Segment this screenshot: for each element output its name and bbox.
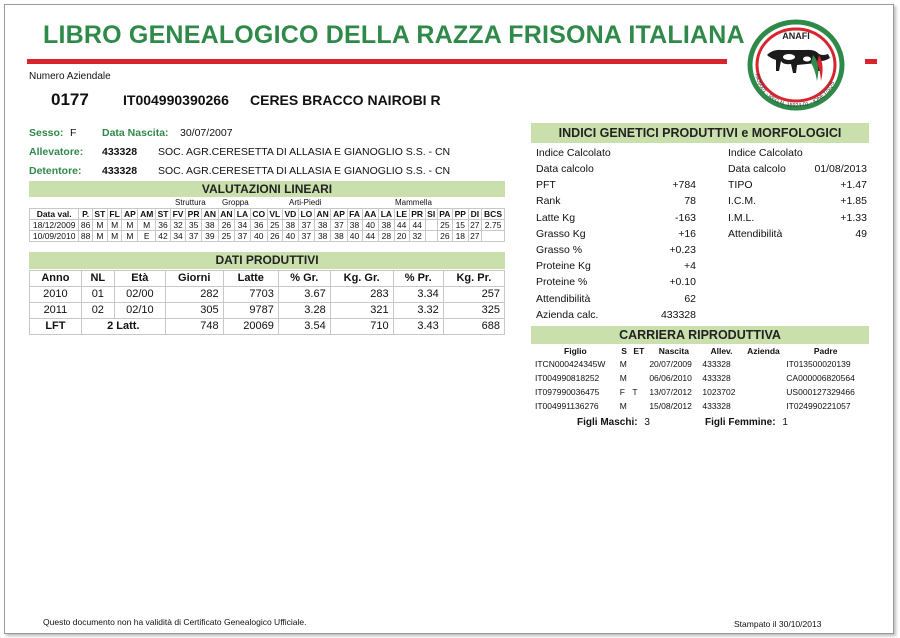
valutazioni-cell: 37 [235,231,251,242]
indice-label: TIPO [728,179,753,192]
document-page [4,4,894,634]
sesso-label: Sesso: [29,127,64,139]
valutazioni-header-cell: VD [282,209,298,220]
dati-row [30,287,505,303]
valutazioni-cell: 86 [79,220,93,231]
valutazioni-cell: M [92,231,107,242]
valutazioni-cell: 27 [468,231,482,242]
valutazioni-header-cell: CO [250,209,267,220]
dati-cell: 283 [330,287,393,303]
valutazioni-header-cell: ST [156,209,171,220]
footer-printed-date: Stampato il 30/10/2013 [734,619,822,629]
valutazioni-cell: 44 [409,220,425,231]
logo-ring-text: ISO9001 - REG.N. 15924-01 - IQNET/SQS [753,73,837,110]
valutazioni-cell: M [138,220,156,231]
header-red-rule-end [865,59,877,64]
carriera-cell: IT024990221057 [786,401,851,411]
valutazioni-cell: 37 [186,231,202,242]
carriera-cell [743,357,785,371]
indice-row-right [728,210,867,226]
animal-name: CERES BRACCO NAIROBI R [250,92,441,108]
dati-cell: 257 [443,287,504,303]
dati-cell: 02/10 [114,303,165,319]
valutazioni-cell: M [107,220,122,231]
group-arti-piedi: Arti-Piedi [289,198,322,207]
detentore-name: SOC. AGR.CERESETTA DI ALLASIA E GIANOGLIO S.S. - CN [158,165,451,177]
valutazioni-cell: 88 [79,231,93,242]
valutazioni-cell: 38 [331,231,347,242]
carriera-cell: IT013500020139 [786,359,851,369]
carriera-title: CARRIERA RIPRODUTTIVA [531,326,869,344]
valutazioni-header-cell: LO [298,209,314,220]
carriera-cell: IT004990818252 [535,373,600,383]
valutazioni-cell: 40 [347,231,362,242]
indice-row-right [728,226,867,242]
indice-row-left [536,307,696,323]
figli-maschi-label: Figli Maschi: [577,417,638,428]
dati-lft-row [30,319,505,335]
dati-cell: 305 [165,303,223,319]
valutazioni-header-cell: Data val. [30,209,79,220]
figli-maschi-value: 3 [644,417,650,428]
valutazioni-header-cell: FA [347,209,362,220]
figli-femmine [705,417,788,428]
carriera-cell: 20/07/2009 [649,359,692,369]
indice-value: +1.33 [840,211,867,224]
lft-cell: 3.43 [393,319,443,335]
indice-label: Grasso Kg [536,227,586,240]
valutazioni-cell: 32 [409,231,425,242]
valutazioni-header-cell: DI [468,209,482,220]
indice-row-right [728,161,867,177]
lft-cell: 20069 [223,319,278,335]
valutazioni-header-cell: PR [409,209,425,220]
allevatore-code: 433328 [102,146,138,158]
indice-label: I.M.L. [728,211,755,224]
indice-row-right [728,193,867,209]
indice-value: +1.85 [840,195,867,208]
indice-label: Data calcolo [536,163,594,175]
footer-note: Questo documento non ha validità di Certificato Genealogico Ufficiale. [43,617,307,627]
dati-header-cell: % Pr. [393,271,443,287]
valutazioni-cell: 34 [235,220,251,231]
dati-cell: 3.32 [393,303,443,319]
valutazioni-cell: 18/12/2009 [30,220,79,231]
indice-label: Latte Kg [536,211,576,224]
dati-cell: 321 [330,303,393,319]
numero-aziendale: 0177 [51,90,89,109]
indice-label: PFT [536,179,556,192]
dati-header-cell: NL [81,271,114,287]
anafi-logo [737,15,855,111]
document-title: LIBRO GENEALOGICO DELLA RAZZA FRISONA ITALIANA [43,21,745,49]
carriera-cell: M [619,373,627,383]
valutazioni-cell: 38 [282,220,298,231]
carriera-cell: IT097990036475 [535,387,600,397]
valutazioni-cell: 26 [267,231,282,242]
valutazioni-header-cell: AN [314,209,331,220]
indice-row-right [728,177,867,193]
figli-maschi [577,417,650,428]
valutazioni-header-cell: PA [437,209,452,220]
dati-cell: 02/00 [114,287,165,303]
carriera-cell [743,385,785,399]
carriera-cell: M [619,401,627,411]
carriera-row [533,399,867,413]
valutazioni-cell: 40 [250,231,267,242]
carriera-header-cell: Figlio [564,346,587,356]
valutazioni-cell: 2.75 [482,220,505,231]
dati-header-cell: Kg. Gr. [330,271,393,287]
carriera-cell: 13/07/2012 [649,387,692,397]
indice-label: Proteine Kg [536,260,591,273]
indice-row-left [536,226,696,242]
detentore-label: Detentore: [29,165,82,177]
valutazioni-cell: 28 [379,231,395,242]
dati-header-cell: Giorni [165,271,223,287]
dati-row [30,303,505,319]
valutazioni-header-cell: AA [362,209,379,220]
dati-header-cell: Età [114,271,165,287]
carriera-header-cell: ET [633,346,645,356]
indice-row-left [536,210,696,226]
carriera-cell [630,371,647,385]
carriera-row [533,371,867,385]
dati-cell: 9787 [223,303,278,319]
valutazioni-header-cell: P. [79,209,93,220]
indice-value: 433328 [660,308,696,321]
valutazioni-cell: 18 [453,231,469,242]
lft-cell: 748 [165,319,223,335]
carriera-header-cell: Allev. [710,346,733,356]
valutazioni-header-cell: AP [331,209,347,220]
valutazioni-header-cell: AP [122,209,138,220]
valutazioni-cell: 25 [267,220,282,231]
header-red-rule [27,59,727,64]
valutazioni-cell: 37 [298,231,314,242]
valutazioni-cell [425,220,437,231]
valutazioni-cell: 34 [171,231,186,242]
lft-cell: 688 [443,319,504,335]
valutazioni-cell: 38 [202,220,219,231]
valutazioni-cell: M [122,220,138,231]
dati-cell: 325 [443,303,504,319]
logo-text: ANAFI [782,31,810,41]
valutazioni-header-cell: BCS [482,209,505,220]
valutazioni-header-cell: LA [235,209,251,220]
figli-femmine-label: Figli Femmine: [705,417,776,428]
valutazioni-cell: 38 [314,220,331,231]
valutazioni-cell: M [92,220,107,231]
valutazioni-header-cell: SI [427,209,436,219]
indice-row-left [536,193,696,209]
valutazioni-cell: 36 [156,220,171,231]
group-mammella: Mammella [395,198,432,207]
carriera-header-cell: Padre [813,346,838,356]
dati-cell: 2011 [30,303,82,319]
valutazioni-cell: E [138,231,156,242]
valutazioni-table [29,208,505,242]
carriera-cell: ITCN000424345W [535,359,606,369]
dati-header-cell: Latte [223,271,278,287]
detentore-code: 433328 [102,165,138,177]
carriera-table [533,345,867,413]
valutazioni-lineari-title: VALUTAZIONI LINEARI [29,181,505,197]
indice-value: 78 [684,195,696,208]
indice-label: Proteine % [536,276,588,289]
valutazioni-cell: 27 [468,220,482,231]
lft-cell: 710 [330,319,393,335]
indice-value: +4 [684,260,696,273]
group-struttura: Struttura [175,198,206,207]
allevatore-label: Allevatore: [29,146,84,158]
indice-value: 49 [855,227,867,240]
valutazioni-lineari-section [29,198,505,242]
valutazioni-cell: 44 [394,220,409,231]
carriera-cell [743,399,785,413]
valutazioni-header-cell: AM [138,209,156,220]
indice-label: Azienda calc. [536,308,599,321]
valutazioni-header-cell: ST [92,209,107,220]
valutazioni-cell: 40 [282,231,298,242]
indice-value: +1.47 [840,179,867,192]
carriera-cell: 433328 [702,359,731,369]
carriera-cell [630,399,647,413]
valutazioni-header-cell: PP [453,209,469,220]
valutazioni-header-cell: FV [171,209,186,220]
indice-label: Attendibilità [536,292,591,305]
carriera-row [533,385,867,399]
group-groppa: Groppa [222,198,249,207]
carriera-header-cell: Nascita [658,346,689,356]
valutazioni-cell: 15 [453,220,469,231]
valutazioni-cell: 44 [362,231,379,242]
figli-femmine-value: 1 [782,417,788,428]
valutazioni-cell: M [122,231,138,242]
nascita-label: Data Nascita: [102,127,169,139]
carriera-cell: T [632,387,638,397]
dati-cell: 2010 [30,287,82,303]
valutazioni-row [30,231,505,242]
valutazioni-header-cell: AN [202,209,219,220]
valutazioni-cell: 37 [331,220,347,231]
valutazioni-header-cell: LA [379,209,395,220]
indice-row-left [536,161,696,177]
allevatore-name: SOC. AGR.CERESETTA DI ALLASIA E GIANOGLIO S.S. - CN [158,146,451,158]
nascita-value: 30/07/2007 [180,127,233,139]
valutazioni-header-cell: PR [186,209,202,220]
carriera-cell: F [619,387,625,397]
dati-cell: 3.28 [278,303,330,319]
indici-right-header: Indice Calcolato [728,147,803,159]
valutazioni-cell: 39 [202,231,219,242]
carriera-cell: 433328 [702,373,731,383]
valutazioni-cell: 26 [437,231,452,242]
carriera-cell [743,371,785,385]
valutazioni-cell: 35 [186,220,202,231]
valutazioni-cell: 25 [218,231,235,242]
carriera-header-cell: Azienda [747,346,780,356]
indice-row-left [536,258,696,274]
valutazioni-cell: 32 [171,220,186,231]
dati-header-cell: % Gr. [278,271,330,287]
valutazioni-cell: 42 [156,231,171,242]
dati-cell: 3.34 [393,287,443,303]
valutazioni-cell: 10/09/2010 [30,231,79,242]
indice-row-left [536,291,696,307]
lft-lattazioni: 2 Latt. [81,319,165,335]
carriera-cell: IT004991136276 [535,401,599,411]
indice-value: +16 [678,227,696,240]
indice-label: Grasso % [536,243,583,256]
indice-value: 01/08/2013 [814,163,867,175]
sesso-value: F [70,127,77,139]
indice-row-left [536,177,696,193]
indici-left-column [536,145,696,323]
valutazioni-cell: 38 [347,220,362,231]
indice-value: 62 [684,292,696,305]
carriera-cell: 433328 [702,401,731,411]
dati-header-cell: Anno [30,271,82,287]
carriera-header-cell: S [621,346,627,356]
valutazioni-cell: 36 [250,220,267,231]
lft-label: LFT [30,319,82,335]
valutazioni-header-cell: AN [218,209,235,220]
valutazioni-header-cell: LE [394,209,409,220]
valutazioni-cell: 20 [394,231,409,242]
dati-cell: 7703 [223,287,278,303]
carriera-cell: M [619,359,627,369]
valutazioni-cell: 38 [314,231,331,242]
valutazioni-header-cell: FL [107,209,122,220]
valutazioni-header-cell: VL [267,209,282,220]
dati-produttivi-table [29,270,505,335]
indice-value: +784 [672,179,696,192]
indice-row-left [536,274,696,290]
valutazioni-cell: 25 [437,220,452,231]
valutazioni-cell: M [107,231,122,242]
valutazioni-cell: 40 [362,220,379,231]
carriera-cell: 06/06/2010 [649,373,692,383]
indice-value: +0.10 [669,276,696,289]
indice-row-left [536,242,696,258]
dati-cell: 282 [165,287,223,303]
valutazioni-cell [425,231,437,242]
carriera-cell: 15/08/2012 [649,401,692,411]
carriera-cell: US000127329466 [786,387,855,397]
indice-label: Attendibilità [728,227,783,240]
indice-value: -163 [674,211,696,224]
carriera-cell: 1023702 [702,387,736,397]
dati-cell: 02 [81,303,114,319]
indice-label: I.C.M. [728,195,756,208]
indice-label: Rank [536,195,561,208]
valutazioni-cell: 37 [298,220,314,231]
carriera-row [533,357,867,371]
dati-produttivi-title: DATI PRODUTTIVI [29,252,505,269]
dati-cell: 01 [81,287,114,303]
dati-header-cell: Kg. Pr. [443,271,504,287]
dati-cell: 3.67 [278,287,330,303]
numero-aziendale-label: Numero Aziendale [29,71,111,82]
valutazioni-cell [482,231,505,242]
carriera-cell [630,357,647,371]
indice-value: +0.23 [669,243,696,256]
indici-right-column [728,145,867,242]
valutazioni-cell: 26 [218,220,235,231]
carriera-cell: CA000006820564 [786,373,855,383]
valutazioni-cell: 38 [379,220,395,231]
indici-genetici-title: INDICI GENETICI PRODUTTIVI e MORFOLOGICI [531,123,869,143]
indice-label: Data calcolo [728,163,786,175]
valutazioni-row [30,220,505,231]
animal-id: IT004990390266 [123,92,229,108]
lft-cell: 3.54 [278,319,330,335]
indici-left-header: Indice Calcolato [536,147,611,159]
